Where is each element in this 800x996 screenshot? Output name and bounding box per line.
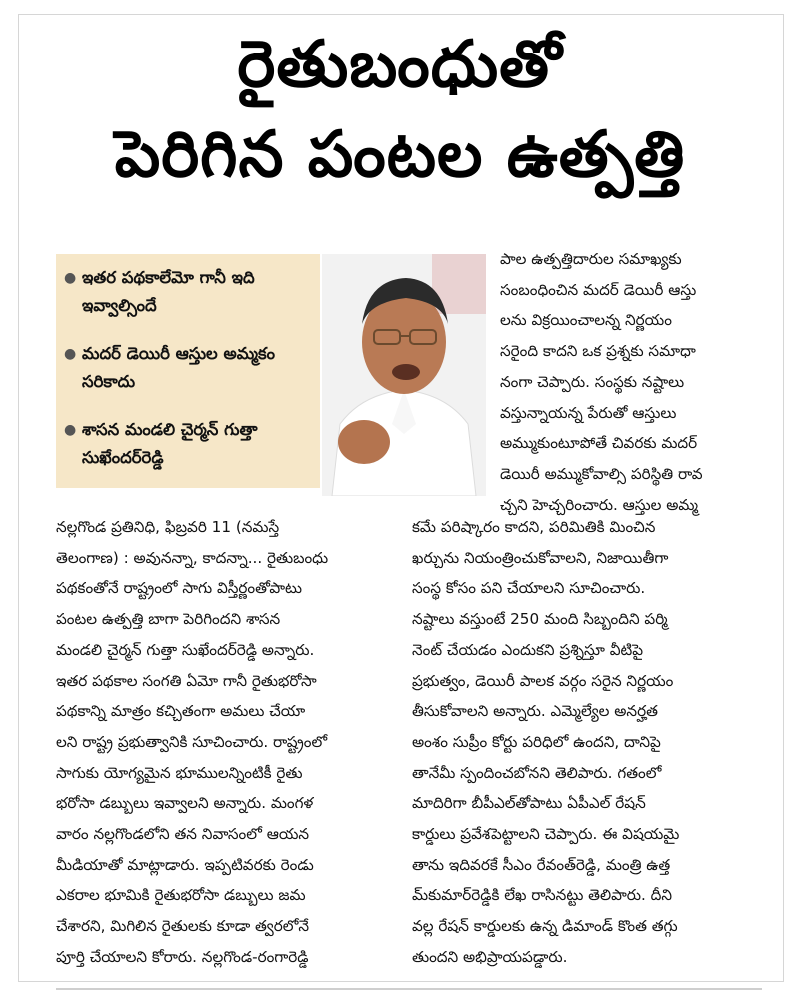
text-line: భరోసా డబ్బులు ఇవ్వాలని అన్నారు. మంగళ (56, 794, 314, 813)
text-line: లని రాష్ట్ర ప్రభుత్వానికి సూచించారు. రాష్ట్రంలో (56, 732, 328, 751)
text-line: ప్రభుత్వం, డెయిరీ పాలక వర్గం సరైన నిర్ణయం (412, 671, 674, 690)
text-line: తెలంగాణ) : అవునన్నా, కాదన్నా... రైతుబంధు (56, 548, 329, 567)
text-line: లను విక్రయించాలన్న నిర్ణయం (500, 311, 672, 330)
text-line: కమే పరిష్కారం కాదని, పరిమితికి మించిన (412, 518, 656, 536)
text-line: నంగా చెప్పారు. సంస్థకు నష్టాలు (500, 372, 685, 391)
text-line: అంశం సుప్రీం కోర్టు పరిధిలో ఉందని, దానిపై (412, 732, 661, 751)
text-line: కార్డులు ప్రవేశపెట్టాలని చెప్పారు. ఈ విషయమై (412, 825, 680, 844)
text-line: పథకంతోనే రాష్ట్రంలో సాగు విస్తీర్ణంతోపాటు (56, 579, 302, 598)
highlight-item: ● ఇతర పథకాలేమో గానీ ఇది ఇవ్వాల్సిందే (56, 264, 320, 320)
text-line: చ్చని హెచ్చరించారు. ఆస్తుల అమ్మ (500, 495, 699, 514)
text-line: డెయిరీ అమ్ముకోవాల్సి పరిస్థితి రావ (500, 464, 703, 483)
text-line: వల్ల రేషన్ కార్డులకు ఉన్న డిమాండ్ కొంత తగ్గు (412, 917, 678, 936)
text-line: సాగుకు యోగ్యమైన భూములన్నింటికీ రైతు (56, 763, 303, 782)
bottom-divider (56, 988, 762, 990)
text-line: పాల ఉత్పత్తిదారుల సమాఖ్యకు (500, 250, 682, 268)
headline-line-1: రైతుబంధుతో (237, 28, 563, 102)
text-line: పంటల ఉత్పత్తి బాగా పెరిగిందని శాసన (56, 610, 281, 629)
text-line: ఖర్చును నియంత్రించుకోవాలని, నిజాయితీగా (412, 548, 669, 567)
text-line: ఎకరాల భూమికి రైతుభరోసా డబ్బులు జమ (56, 886, 306, 905)
highlight-item: ● శాసన మండలి చైర్మన్ గుత్తా సుఖేందర్‌రెడ్డి (56, 416, 320, 472)
text-line: చేశారని, మిగిలిన రైతులకు కూడా త్వరలోనే (56, 917, 310, 936)
text-line: పథకాన్ని మాత్రం కచ్చితంగా అమలు చేయా (56, 702, 306, 721)
text-line: వస్తున్నాయన్న పేరుతో ఆస్తులు (500, 403, 677, 422)
text-line: సరైంది కాదని ఒక ప్రశ్నకు సమాధా (500, 342, 696, 361)
text-line: వారం నల్లగొండలోని తన నివాసంలో ఆయన (56, 825, 310, 844)
text-line: మ్‌కుమార్‌రెడ్డికి లేఖ రాసినట్టు తెలిపారు. దీని (412, 886, 673, 905)
highlight-item: ● మదర్ డెయిరీ ఆస్తుల అమ్మకం సరికాదు (56, 340, 320, 396)
text-line: సంబంధించిన మదర్ డెయిరీ ఆస్తు (500, 280, 697, 299)
article-column-right (412, 512, 762, 973)
article-column-right-top (500, 244, 762, 520)
text-line: సంస్థ కోసం పని చేయాలని సూచించారు. (412, 579, 646, 598)
article-column-left (56, 512, 406, 973)
text-line: ఇతర పథకాల సంగతి ఏమో గానీ రైతుభరోసా (56, 671, 317, 690)
text-line: తానేమీ స్పందించబోనని తెలిపారు. గతంలో (412, 763, 662, 782)
headline-line-2: పెరిగిన పంటల ఉత్పత్తి (114, 118, 686, 192)
text-line: తుందని అభిప్రాయపడ్డారు. (412, 947, 568, 966)
text-line: తాను ఇదివరకే సీఎం రేవంత్‌రెడ్డి, మంత్రి ఉత్త (412, 855, 671, 874)
text-line: నష్టాలు వస్తుంటే 250 మంది సిబ్బందిని పర్మి (412, 610, 668, 629)
text-line: తీసుకోవాలని అన్నారు. ఎమ్మెల్యేల అనర్హత (412, 702, 658, 721)
text-line: పూర్తి చేయాలని కోరారు. నల్లగొండ-రంగారెడ్డి (56, 947, 309, 966)
bullet-icon: ● (64, 422, 77, 438)
text-line: మండలి చైర్మన్ గుత్తా సుఖేందర్‌రెడ్డి అన్నారు. (56, 640, 315, 659)
highlights-box (56, 254, 320, 488)
text-line: అమ్ముకుంటూపోతే చివరకు మదర్ (500, 434, 698, 453)
text-line: నల్లగొండ ప్రతినిధి, ఫిబ్రవరి 11 (నమస్తే (56, 518, 280, 536)
text-line: మాదిరిగా బీపీఎల్‌తోపాటు ఏపీఎల్ రేషన్ (412, 794, 646, 813)
text-line: నెంట్ చేయడం ఎందుకని ప్రశ్నిస్తూ వీటిపై (412, 640, 644, 659)
bullet-icon: ● (64, 270, 77, 286)
text-line: మీడియాతో మాట్లాడారు. ఇప్పటివరకు రెండు (56, 855, 314, 874)
speaker-photo (322, 254, 486, 496)
bullet-icon: ● (64, 346, 77, 362)
